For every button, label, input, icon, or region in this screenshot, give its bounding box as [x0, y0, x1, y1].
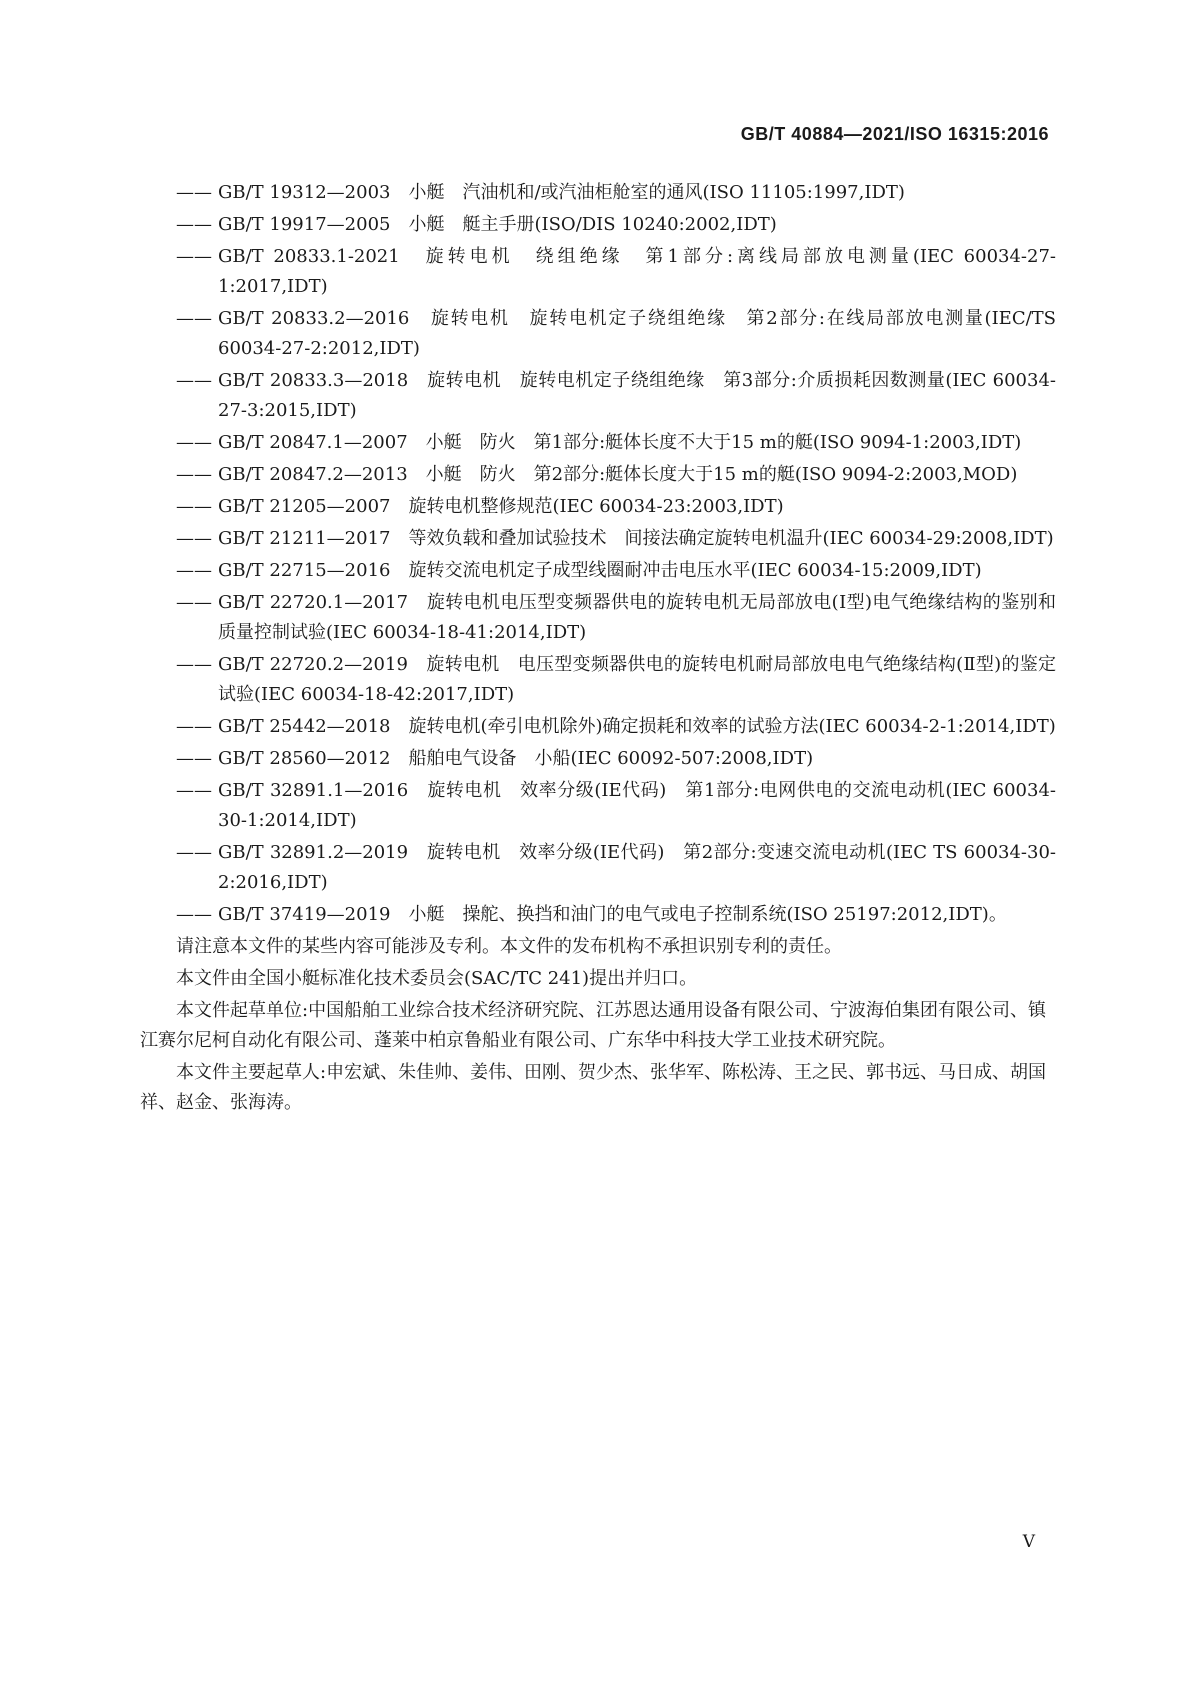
list-dash: —— — [176, 464, 212, 485]
list-dash: —— — [176, 246, 212, 267]
reference-item — [176, 210, 1056, 240]
list-dash: —— — [176, 780, 212, 801]
reference-text: GB/T 19312—2003 小艇 汽油机和/或汽油柜舱室的通风(ISO 11105:1997,IDT) — [218, 182, 905, 203]
reference-text: GB/T 21205—2007 旋转电机整修规范(IEC 60034-23:2003,IDT) — [218, 496, 784, 517]
reference-text: GB/T 21211—2017 等效负载和叠加试验技术 间接法确定旋转电机温升(IEC 60034-29:2008,IDT) — [218, 528, 1054, 549]
reference-text: GB/T 20833.3—2018 旋转电机 旋转电机定子绕组绝缘 第3部分:介质损耗因数测量(IEC 60034-27-3:2015,IDT) — [218, 370, 1056, 421]
reference-item — [176, 304, 1056, 364]
reference-text: GB/T 20833.2—2016 旋转电机 旋转电机定子绕组绝缘 第2部分:在线局部放电测量(IEC/TS 60034-27-2:2012,IDT) — [218, 308, 1056, 359]
reference-text: GB/T 37419—2019 小艇 操舵、换挡和油门的电气或电子控制系统(ISO 25197:2012,IDT)。 — [218, 904, 1007, 925]
list-dash: —— — [176, 432, 212, 453]
list-dash: —— — [176, 182, 212, 203]
list-dash: —— — [176, 842, 212, 863]
reference-text: GB/T 32891.1—2016 旋转电机 效率分级(IE代码) 第1部分:电网供电的交流电动机(IEC 60034-30-1:2014,IDT) — [218, 780, 1056, 831]
list-dash: —— — [176, 748, 212, 769]
reference-item — [176, 178, 1056, 208]
reference-item — [176, 838, 1056, 898]
list-dash: —— — [176, 904, 212, 925]
page-number: Ⅴ — [1022, 1532, 1035, 1552]
reference-text: GB/T 19917—2005 小艇 艇主手册(ISO/DIS 10240:2002,IDT) — [218, 214, 777, 235]
patent-notice-paragraph: 请注意本文件的某些内容可能涉及专利。本文件的发布机构不承担识别专利的责任。 — [176, 936, 842, 957]
drafters-paragraph: 本文件主要起草人:申宏斌、朱佳帅、姜伟、田刚、贺少杰、张华军、陈松涛、王之民、郭书远、马日成、胡国祥、赵金、张海涛。 — [140, 1062, 1047, 1113]
reference-item — [176, 428, 1056, 458]
list-dash: —— — [176, 592, 212, 613]
list-dash: —— — [176, 496, 212, 517]
reference-text: GB/T 32891.2—2019 旋转电机 效率分级(IE代码) 第2部分:变速交流电动机(IEC TS 60034-30-2:2016,IDT) — [218, 842, 1056, 893]
standard-code-header: GB/T 40884—2021/ISO 16315:2016 — [740, 124, 1049, 144]
list-dash: —— — [176, 528, 212, 549]
reference-item — [176, 492, 1056, 522]
reference-text: GB/T 20847.1—2007 小艇 防火 第1部分:艇体长度不大于15 m的艇(ISO 9094-1:2003,IDT) — [218, 432, 1022, 453]
list-dash: —— — [176, 560, 212, 581]
reference-item — [176, 460, 1056, 490]
reference-item — [176, 524, 1056, 554]
reference-item — [176, 366, 1056, 426]
reference-text: GB/T 20847.2—2013 小艇 防火 第2部分:艇体长度大于15 m的艇(ISO 9094-2:2003,MOD) — [218, 464, 1018, 485]
reference-item — [176, 900, 1056, 930]
reference-item — [176, 744, 1056, 774]
reference-item — [176, 556, 1056, 586]
reference-text: GB/T 20833.1-2021 旋转电机 绕组绝缘 第1部分:离线局部放电测量(IEC 60034-27-1:2017,IDT) — [218, 246, 1056, 297]
reference-item — [176, 650, 1056, 710]
list-dash: —— — [176, 654, 212, 675]
list-dash: —— — [176, 370, 212, 391]
normative-reference-list — [176, 178, 1056, 930]
reference-item — [176, 776, 1056, 836]
reference-text: GB/T 22720.2—2019 旋转电机 电压型变频器供电的旋转电机耐局部放电电气绝缘结构(Ⅱ型)的鉴定试验(IEC 60034-18-42:2017,IDT) — [218, 654, 1056, 705]
drafting-units-paragraph: 本文件起草单位:中国船舶工业综合技术经济研究院、江苏恩达通用设备有限公司、宁波海伯集团有限公司、镇江赛尔尼柯自动化有限公司、蓬莱中柏京鲁船业有限公司、广东华中科技大学工业技术研究院。 — [140, 1000, 1047, 1051]
list-dash: —— — [176, 716, 212, 737]
reference-item — [176, 712, 1056, 742]
reference-text: GB/T 22720.1—2017 旋转电机电压型变频器供电的旋转电机无局部放电(Ⅰ型)电气绝缘结构的鉴别和质量控制试验(IEC 60034-18-41:2014,IDT) — [218, 592, 1056, 643]
list-dash: —— — [176, 308, 212, 329]
reference-text: GB/T 28560—2012 船舶电气设备 小船(IEC 60092-507:2008,IDT) — [218, 748, 814, 769]
document-body — [140, 178, 1056, 1120]
proposer-paragraph: 本文件由全国小艇标准化技术委员会(SAC/TC 241)提出并归口。 — [176, 968, 698, 989]
list-dash: —— — [176, 214, 212, 235]
reference-text: GB/T 25442—2018 旋转电机(牵引电机除外)确定损耗和效率的试验方法(IEC 60034-2-1:2014,IDT) — [218, 716, 1056, 737]
reference-text: GB/T 22715—2016 旋转交流电机定子成型线圈耐冲击电压水平(IEC 60034-15:2009,IDT) — [218, 560, 982, 581]
reference-item — [176, 242, 1056, 302]
reference-item — [176, 588, 1056, 648]
